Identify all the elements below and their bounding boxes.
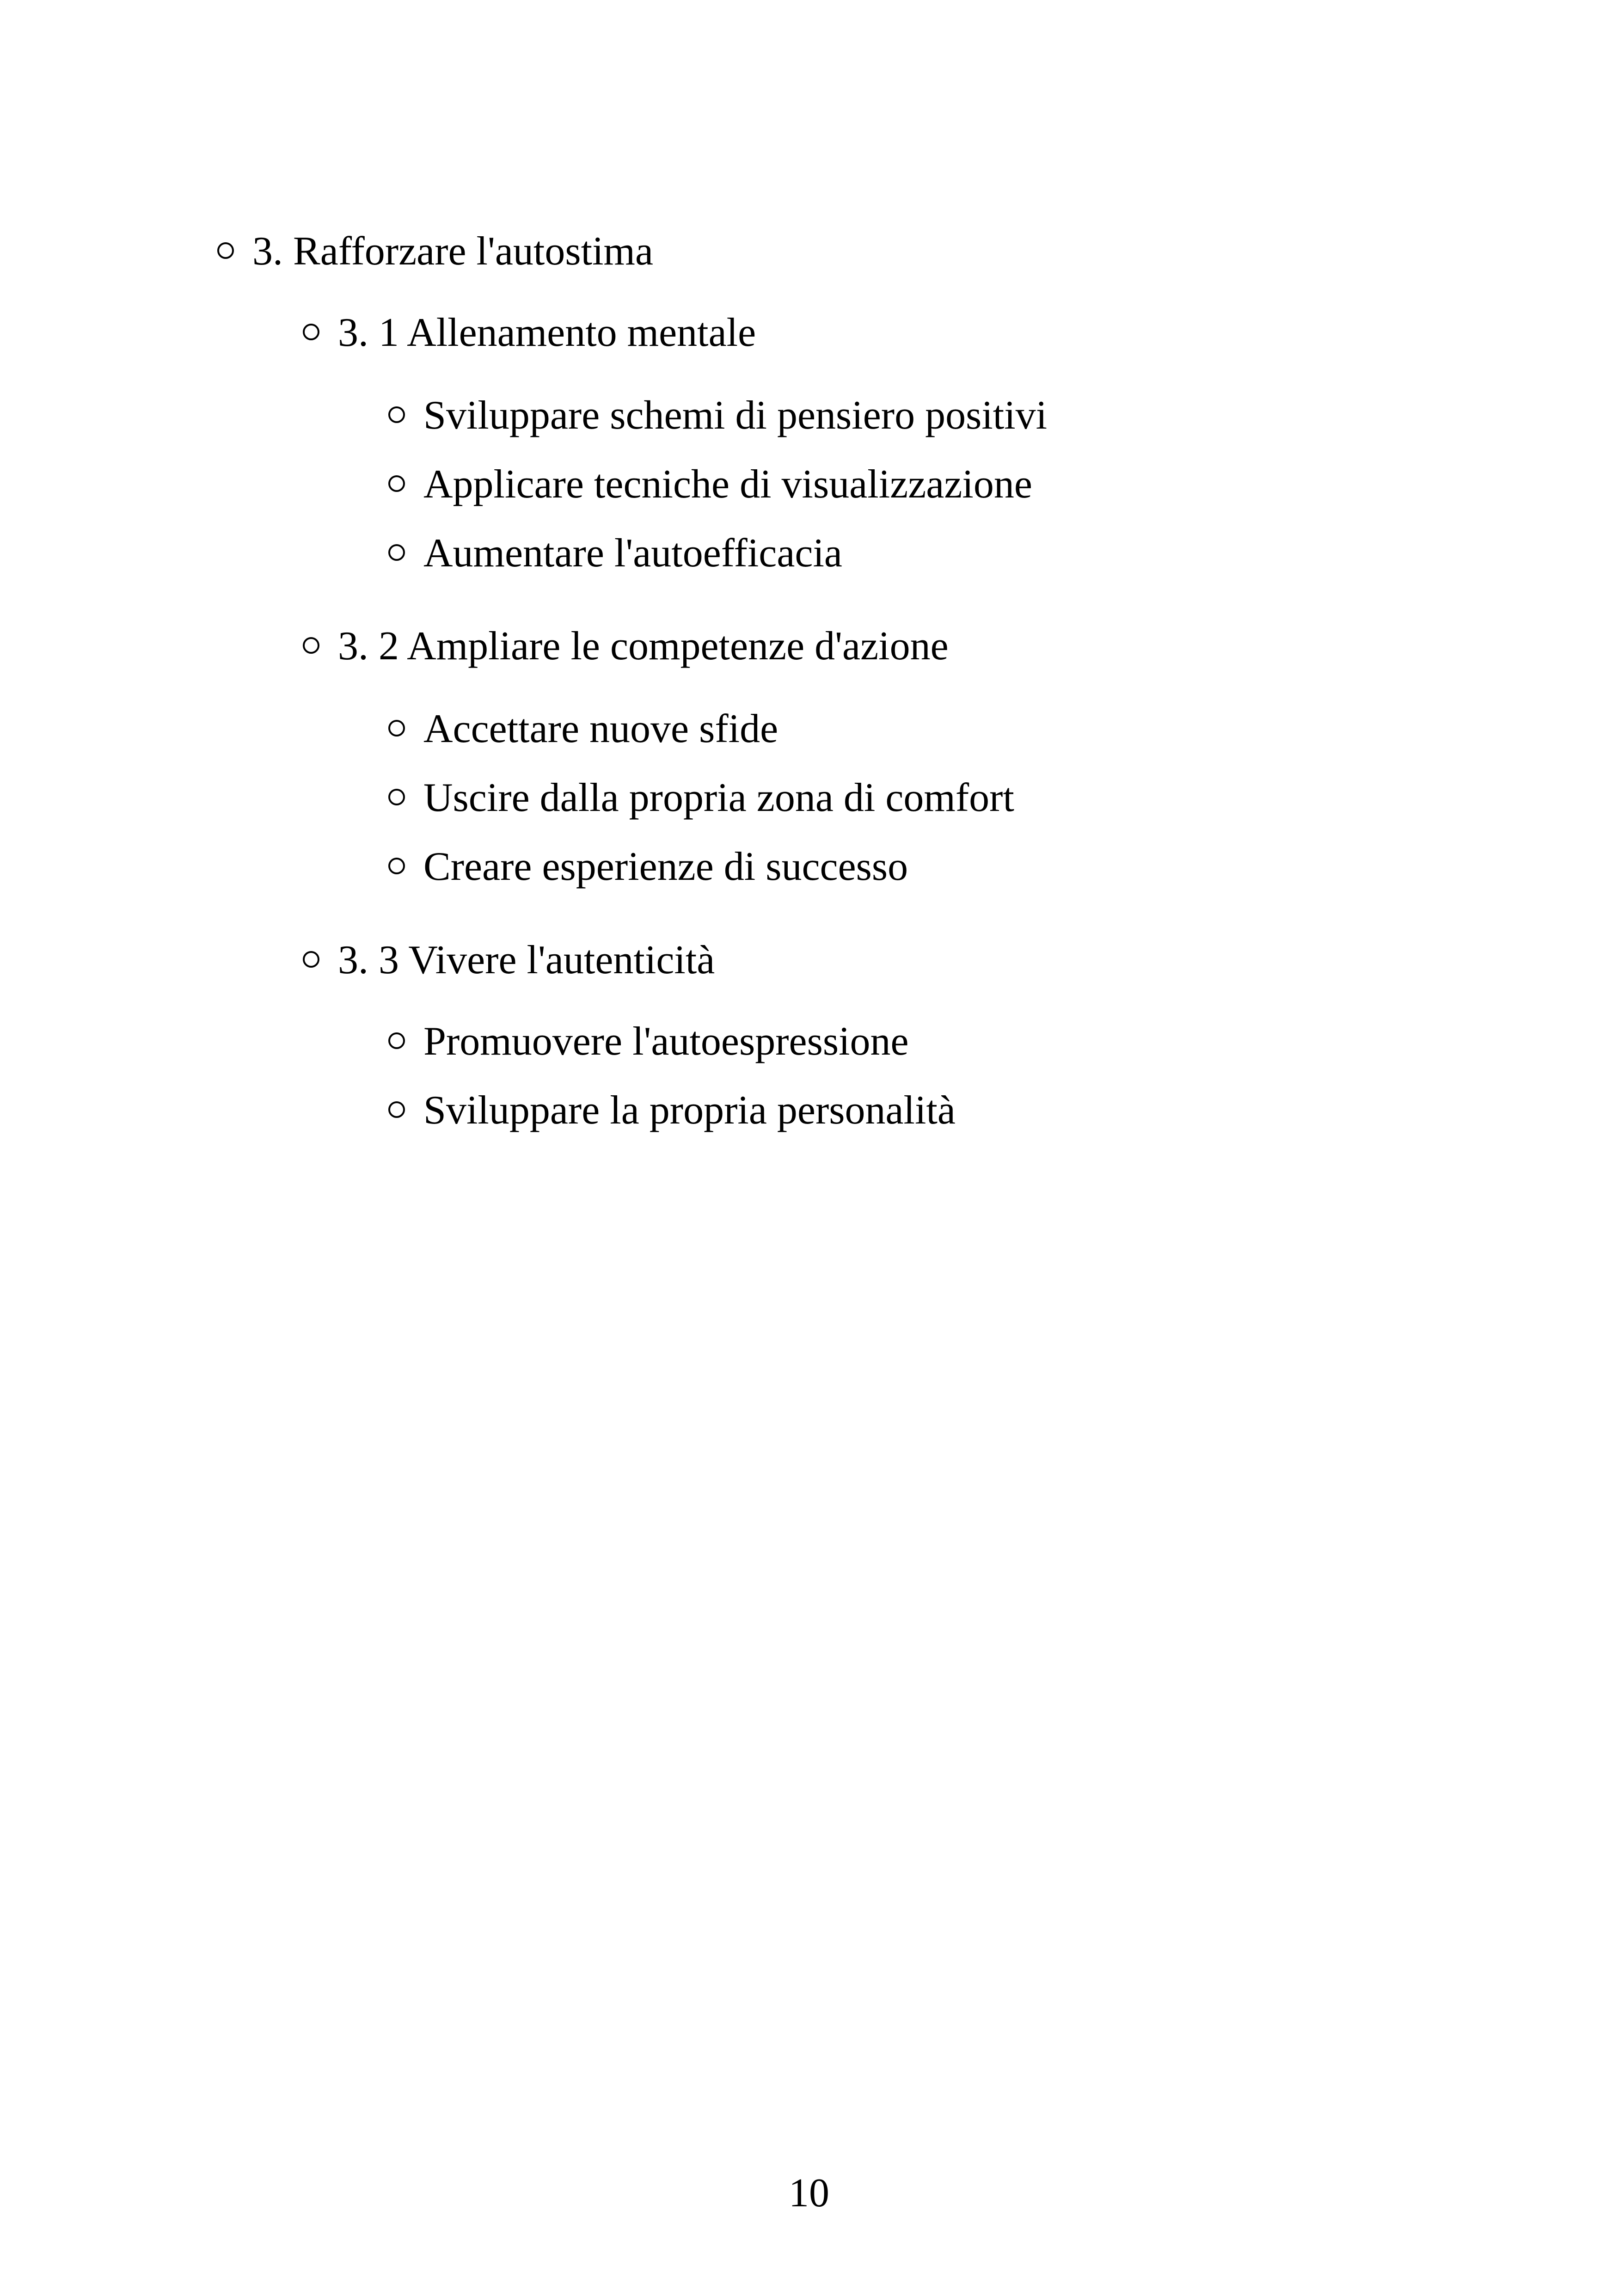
bullet-circle-icon	[388, 1101, 405, 1118]
outline-item-text: Promuovere l'autoespressione	[423, 1019, 909, 1064]
section-title: 3. Rafforzare l'autostima	[252, 229, 654, 274]
bullet-circle-icon	[388, 789, 405, 805]
outline-item-text: Sviluppare schemi di pensiero positivi	[423, 393, 1048, 438]
subsection-title: 3. 1 Allenamento mentale	[338, 310, 756, 355]
subsection-title: 3. 3 Vivere l'autenticità	[338, 938, 715, 982]
subsection-title: 3. 2 Ampliare le competenze d'azione	[338, 624, 949, 669]
outline-item-text: Aumentare l'autoefficacia	[423, 531, 842, 576]
outline-item-text: Accettare nuove sfide	[423, 706, 778, 751]
outline-item	[388, 1090, 956, 1131]
bullet-circle-icon	[388, 858, 405, 874]
outline-item-text: Creare esperienze di successo	[423, 844, 908, 889]
outline-item	[388, 395, 1047, 436]
bullet-circle-icon	[303, 324, 319, 340]
outline-item-text: Applicare tecniche di visualizzazione	[423, 462, 1032, 507]
outline-item	[388, 533, 842, 574]
outline-item	[388, 464, 1032, 505]
outline-item	[388, 775, 1014, 820]
outline-subsection	[303, 310, 756, 355]
outline-item-text: Sviluppare la propria personalità	[423, 1088, 956, 1133]
outline-item	[388, 844, 908, 889]
outline-item	[388, 1021, 909, 1062]
outline-item	[388, 706, 778, 751]
bullet-circle-icon	[388, 406, 405, 423]
outline-section	[217, 231, 653, 272]
bullet-circle-icon	[303, 637, 319, 654]
bullet-circle-icon	[388, 475, 405, 492]
bullet-circle-icon	[388, 544, 405, 561]
bullet-circle-icon	[303, 951, 319, 968]
bullet-circle-icon	[388, 1032, 405, 1049]
outline-item-text: Uscire dalla propria zona di comfort	[423, 775, 1014, 820]
page-number: 10	[789, 2171, 829, 2216]
bullet-circle-icon	[388, 720, 405, 737]
bullet-circle-icon	[217, 242, 234, 259]
outline-subsection	[303, 626, 949, 667]
outline-subsection	[303, 940, 715, 981]
